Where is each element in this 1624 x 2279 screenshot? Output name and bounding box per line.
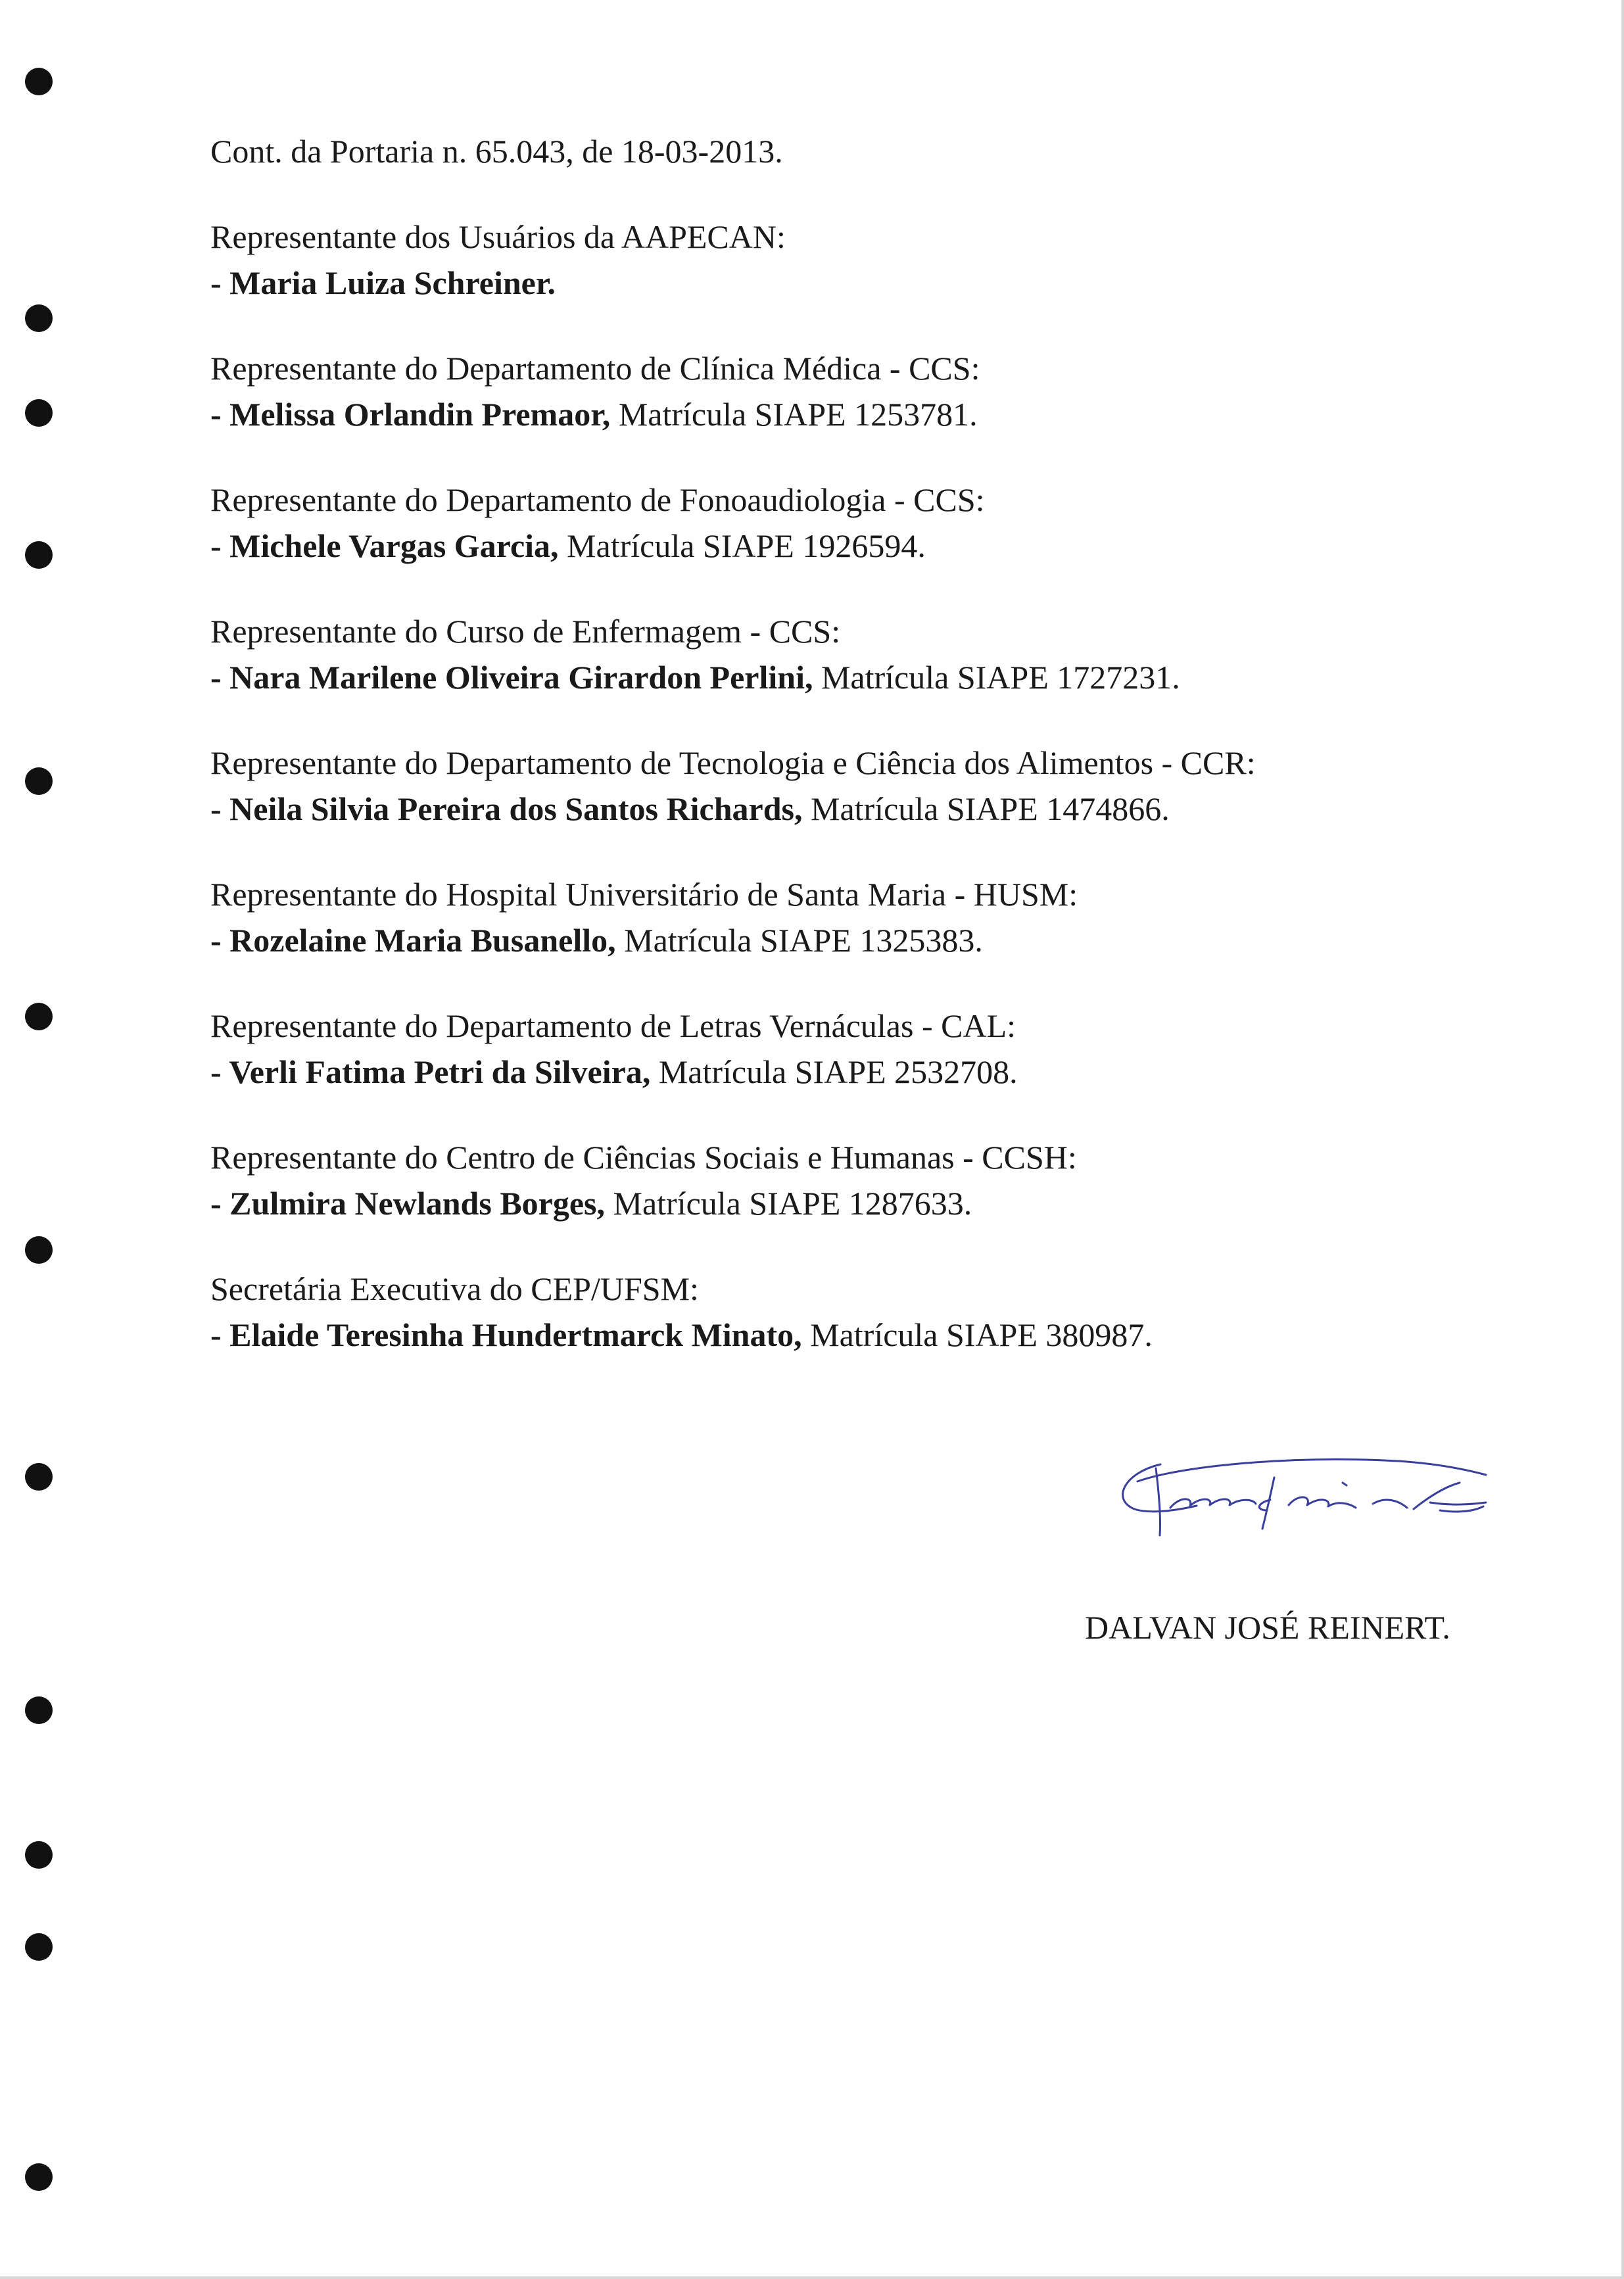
representative-entry <box>210 477 1499 569</box>
entry-prefix: - <box>210 1053 229 1090</box>
signature-stroke <box>1156 1468 1160 1535</box>
signature-stroke <box>1414 1483 1486 1512</box>
entry-role: Representante do Departamento de Fonoaudiologia - CCS: <box>210 481 985 518</box>
member-registration: Matrícula SIAPE 380987. <box>801 1316 1153 1353</box>
punch-hole <box>25 1841 53 1869</box>
member-registration: Matrícula SIAPE 1474866. <box>802 790 1170 827</box>
representative-entry <box>210 608 1499 700</box>
member-registration: Matrícula SIAPE 1287633. <box>605 1185 972 1222</box>
signature-stroke <box>1289 1497 1356 1508</box>
entry-prefix: - <box>210 396 230 433</box>
entry-member <box>210 523 1499 569</box>
entry-prefix: - <box>210 790 230 827</box>
entry-prefix: - <box>210 659 230 696</box>
entry-role: Secretária Executiva do CEP/UFSM: <box>210 1270 699 1307</box>
entry-prefix: - <box>210 527 230 564</box>
entry-member <box>210 1049 1499 1095</box>
signature-stroke <box>1373 1500 1407 1508</box>
handwritten-signature <box>1098 1437 1506 1542</box>
punch-hole <box>25 1463 53 1491</box>
signature-stroke <box>1170 1499 1256 1508</box>
signature-stroke <box>1259 1477 1274 1529</box>
member-registration: Matrícula SIAPE 1727231. <box>813 659 1180 696</box>
member-registration: Matrícula SIAPE 1926594. <box>558 527 926 564</box>
entry-role: Representante do Centro de Ciências Sociais e Humanas - CCSH: <box>210 1139 1077 1176</box>
member-name: Michele Vargas Garcia, <box>229 527 559 564</box>
representative-entry <box>210 1266 1499 1358</box>
punch-hole <box>25 1236 53 1264</box>
entry-prefix: - <box>210 922 230 959</box>
representative-entry <box>210 871 1499 963</box>
entry-member <box>210 654 1499 700</box>
punch-hole <box>25 1003 53 1030</box>
punch-hole <box>25 1933 53 1961</box>
punch-hole <box>25 767 53 795</box>
entry-prefix: - <box>210 264 230 301</box>
representative-entry <box>210 1003 1499 1095</box>
representative-entry <box>210 345 1499 437</box>
entry-member <box>210 1180 1499 1226</box>
punch-hole <box>25 541 53 569</box>
representative-entry <box>210 1134 1499 1226</box>
punch-hole <box>25 399 53 427</box>
entry-prefix: - <box>210 1185 230 1222</box>
member-name: Nara Marilene Oliveira Girardon Perlini, <box>229 659 813 696</box>
entry-role: Representante do Hospital Universitário de Santa Maria - HUSM: <box>210 876 1078 913</box>
entry-member <box>210 786 1499 832</box>
entry-member <box>210 391 1499 437</box>
signature-stroke <box>1137 1460 1486 1481</box>
entry-role: Representante do Departamento de Letras Vernáculas - CAL: <box>210 1007 1016 1044</box>
punch-hole <box>25 68 53 95</box>
member-name: Elaide Teresinha Hundertmarck Minato, <box>229 1316 802 1353</box>
representative-entry <box>210 740 1499 832</box>
member-name: Maria Luiza Schreiner. <box>229 264 556 301</box>
member-registration: Matrícula SIAPE 1253781. <box>610 396 978 433</box>
portaria-header: Cont. da Portaria n. 65.043, de 18-03-2013. <box>210 133 783 170</box>
member-name: Verli Fatima Petri da Silveira, <box>229 1053 651 1090</box>
entry-role: Representante do Curso de Enfermagem - CCS: <box>210 613 841 650</box>
member-name: Melissa Orlandin Premaor, <box>229 396 611 433</box>
member-name: Neila Silvia Pereira dos Santos Richards, <box>229 790 803 827</box>
representative-entry <box>210 214 1499 306</box>
entry-role: Representante dos Usuários da AAPECAN: <box>210 218 786 255</box>
member-registration: Matrícula SIAPE 1325383. <box>615 922 983 959</box>
punch-hole <box>25 1696 53 1724</box>
punch-hole <box>25 304 53 332</box>
signature-stroke <box>1343 1483 1347 1485</box>
document-body <box>210 128 1499 1397</box>
entry-prefix: - <box>210 1316 230 1353</box>
entry-role: Representante do Departamento de Clínica Médica - CCS: <box>210 350 980 387</box>
entry-role: Representante do Departamento de Tecnologia e Ciência dos Alimentos - CCR: <box>210 744 1256 781</box>
entry-member <box>210 1312 1499 1358</box>
entry-member <box>210 260 1499 306</box>
signer-name: DALVAN JOSÉ REINERT. <box>1085 1609 1450 1646</box>
member-registration: Matrícula SIAPE 2532708. <box>650 1053 1018 1090</box>
entry-member <box>210 917 1499 963</box>
punch-hole <box>25 2163 53 2191</box>
member-name: Zulmira Newlands Borges, <box>229 1185 606 1222</box>
member-name: Rozelaine Maria Busanello, <box>229 922 616 959</box>
